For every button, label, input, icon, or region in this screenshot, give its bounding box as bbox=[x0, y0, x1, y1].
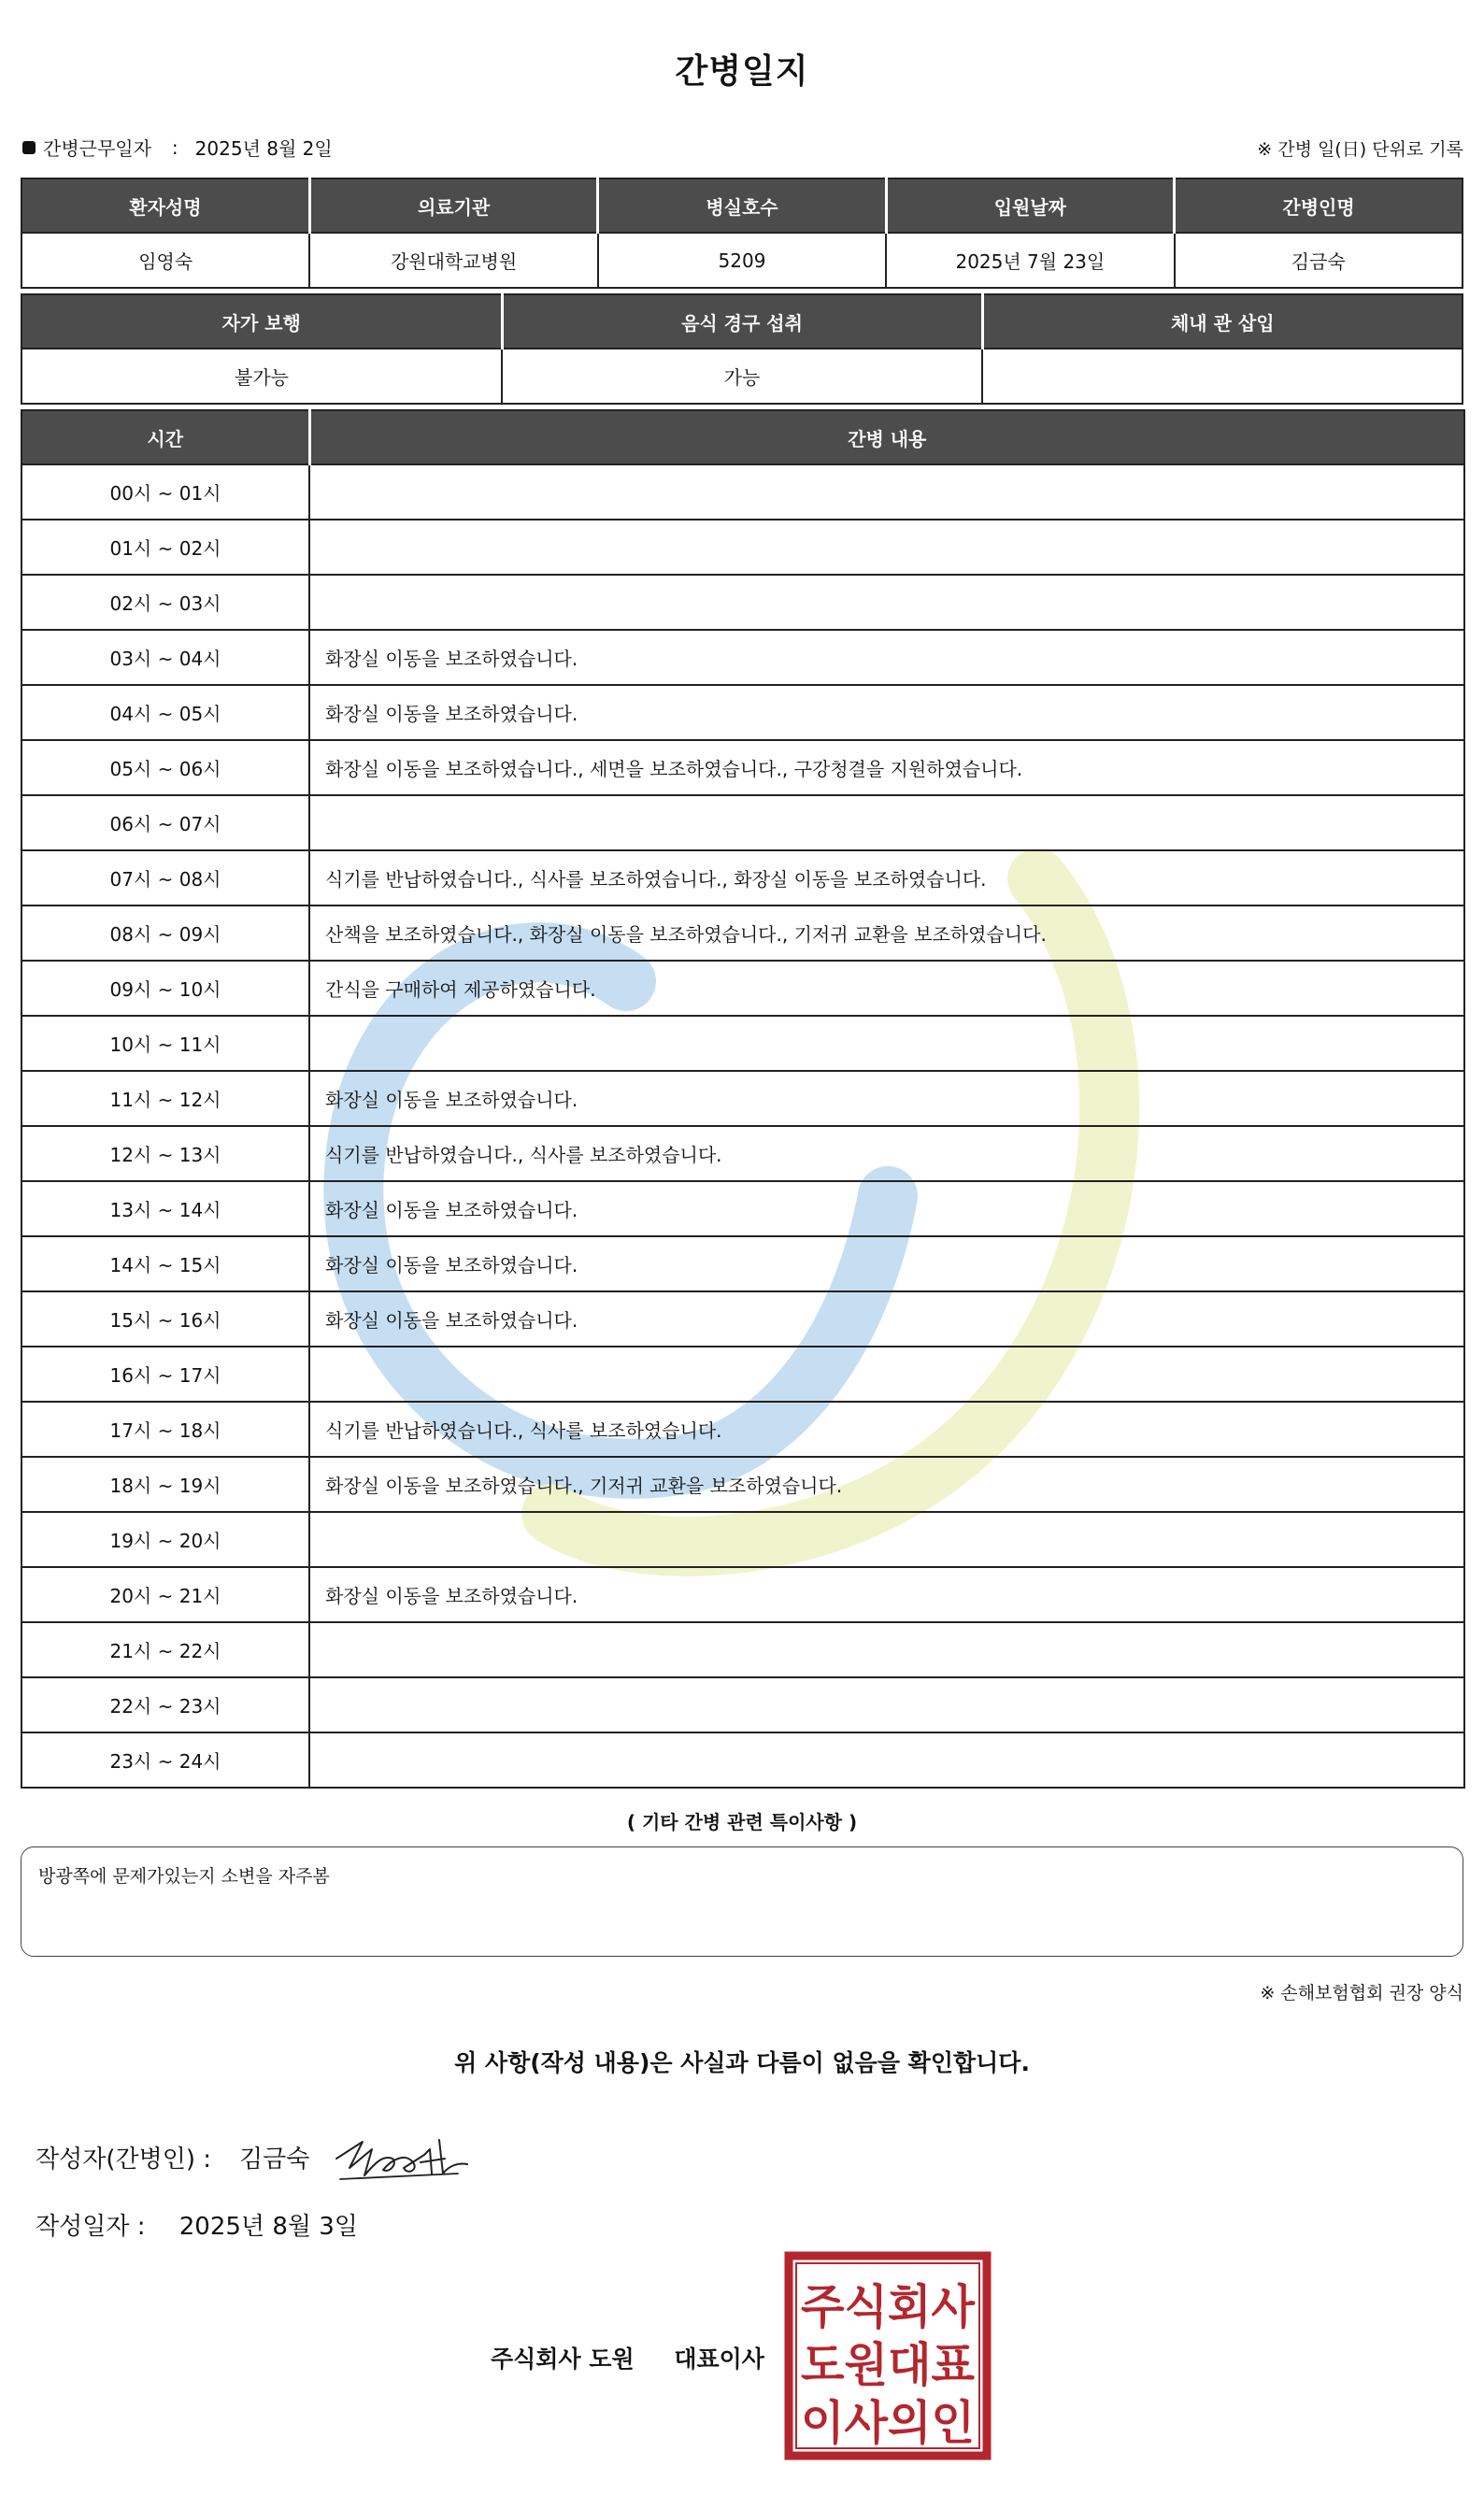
log-row bbox=[21, 630, 1464, 685]
log-content: 화장실 이동을 보조하였습니다. bbox=[309, 1236, 1464, 1291]
log-row bbox=[21, 740, 1464, 795]
admission-date: 2025년 7월 23일 bbox=[886, 233, 1174, 288]
patient-info-value-row bbox=[21, 233, 1463, 288]
log-content: 식기를 반납하였습니다., 식사를 보조하였습니다. bbox=[309, 1126, 1464, 1181]
log-time: 10시 ~ 11시 bbox=[21, 1016, 309, 1071]
bullet-icon bbox=[22, 141, 36, 154]
work-date-separator: : bbox=[171, 135, 178, 159]
log-row bbox=[21, 575, 1464, 630]
company-representative: 대표이사 bbox=[674, 2345, 764, 2373]
writer-name: 김금숙 bbox=[239, 2146, 310, 2174]
seal-line-1: 주식회사 bbox=[801, 2280, 976, 2334]
log-row bbox=[21, 1016, 1464, 1071]
log-row bbox=[21, 905, 1464, 961]
log-row bbox=[21, 1126, 1464, 1181]
log-time: 07시 ~ 08시 bbox=[21, 850, 309, 905]
log-row bbox=[21, 1677, 1464, 1732]
header-care-content: 간병 내용 bbox=[309, 410, 1464, 464]
hospital-name: 강원대학교병원 bbox=[309, 233, 597, 288]
record-note: ※ 간병 일(日) 단위로 기록 bbox=[1257, 139, 1463, 160]
log-content bbox=[309, 1016, 1464, 1071]
log-time: 17시 ~ 18시 bbox=[21, 1402, 309, 1457]
confirmation-statement: 위 사항(작성 내용)은 사실과 다름이 없음을 확인합니다. bbox=[454, 2049, 1030, 2076]
log-content: 화장실 이동을 보조하였습니다. bbox=[309, 630, 1464, 685]
writer-row bbox=[36, 2140, 309, 2174]
log-row bbox=[21, 1457, 1464, 1512]
status-value-row bbox=[21, 349, 1463, 404]
log-time: 01시 ~ 02시 bbox=[21, 520, 309, 575]
seal-line-2: 도원대표 bbox=[801, 2338, 976, 2392]
log-content: 화장실 이동을 보조하였습니다. bbox=[309, 1291, 1464, 1347]
log-content bbox=[309, 575, 1464, 630]
log-content bbox=[309, 1347, 1464, 1402]
log-content bbox=[309, 464, 1464, 520]
log-row bbox=[21, 1347, 1464, 1402]
log-time: 02시 ~ 03시 bbox=[21, 575, 309, 630]
work-date-value: 2025년 8월 2일 bbox=[194, 137, 333, 160]
patient-info-table bbox=[21, 178, 1463, 289]
written-date-value: 2025년 8월 3일 bbox=[178, 2213, 358, 2241]
company-name: 주식회사 도원 bbox=[491, 2345, 635, 2373]
log-content: 화장실 이동을 보조하였습니다. bbox=[309, 1181, 1464, 1236]
status-header-row bbox=[21, 294, 1463, 349]
log-row bbox=[21, 1181, 1464, 1236]
log-row bbox=[21, 1291, 1464, 1347]
log-content bbox=[309, 520, 1464, 575]
log-content: 화장실 이동을 보조하였습니다. bbox=[309, 1071, 1464, 1126]
log-content: 화장실 이동을 보조하였습니다., 기저귀 교환을 보조하였습니다. bbox=[309, 1457, 1464, 1512]
log-row bbox=[21, 850, 1464, 905]
remarks-box bbox=[21, 1846, 1463, 1957]
log-content bbox=[309, 1732, 1464, 1788]
form-note: ※ 손해보험협회 권장 양식 bbox=[1260, 1983, 1463, 2003]
log-time: 14시 ~ 15시 bbox=[21, 1236, 309, 1291]
seal-line-3: 이사의인 bbox=[801, 2396, 975, 2450]
header-oral-intake: 음식 경구 섭취 bbox=[502, 294, 982, 349]
log-row bbox=[21, 1512, 1464, 1567]
log-content: 화장실 이동을 보조하였습니다. bbox=[309, 1567, 1464, 1622]
hourly-care-log-table bbox=[21, 409, 1465, 1789]
header-admission-date: 입원날짜 bbox=[886, 178, 1174, 233]
log-time: 19시 ~ 20시 bbox=[21, 1512, 309, 1567]
log-time: 08시 ~ 09시 bbox=[21, 905, 309, 961]
log-content: 산책을 보조하였습니다., 화장실 이동을 보조하였습니다., 기저귀 교환을 보조하였습니다. bbox=[309, 905, 1464, 961]
log-content bbox=[309, 1512, 1464, 1567]
log-time: 04시 ~ 05시 bbox=[21, 685, 309, 740]
log-time: 22시 ~ 23시 bbox=[21, 1677, 309, 1732]
header-time: 시간 bbox=[21, 410, 309, 464]
patient-info-header-row bbox=[21, 178, 1463, 233]
self-walking-value: 불가능 bbox=[21, 349, 502, 404]
log-time: 23시 ~ 24시 bbox=[21, 1732, 309, 1788]
log-content: 화장실 이동을 보조하였습니다., 세면을 보조하였습니다., 구강청결을 지원하였습니다. bbox=[309, 740, 1464, 795]
log-time: 16시 ~ 17시 bbox=[21, 1347, 309, 1402]
handwritten-signature bbox=[327, 2121, 486, 2196]
log-row bbox=[21, 795, 1464, 850]
log-time: 15시 ~ 16시 bbox=[21, 1291, 309, 1347]
log-row bbox=[21, 1071, 1464, 1126]
log-row bbox=[21, 1732, 1464, 1788]
log-body bbox=[21, 464, 1464, 1788]
room-number: 5209 bbox=[598, 233, 886, 288]
log-row bbox=[21, 520, 1464, 575]
log-header-row bbox=[21, 410, 1464, 464]
header-caregiver-name: 간병인명 bbox=[1175, 178, 1463, 233]
writer-label: 작성자(간병인) : bbox=[36, 2146, 212, 2174]
log-time: 09시 ~ 10시 bbox=[21, 961, 309, 1016]
oral-intake-value: 가능 bbox=[502, 349, 982, 404]
log-content: 간식을 구매하여 제공하였습니다. bbox=[309, 961, 1464, 1016]
log-time: 21시 ~ 22시 bbox=[21, 1622, 309, 1677]
log-content: 화장실 이동을 보조하였습니다. bbox=[309, 685, 1464, 740]
log-content bbox=[309, 795, 1464, 850]
remarks-text: 방광쪽에 문제가있는지 소변을 자주봄 bbox=[38, 1866, 330, 1887]
log-time: 12시 ~ 13시 bbox=[21, 1126, 309, 1181]
log-row bbox=[21, 1402, 1464, 1457]
written-date-row bbox=[36, 2207, 358, 2242]
log-row bbox=[21, 1567, 1464, 1622]
log-row bbox=[21, 1622, 1464, 1677]
log-time: 11시 ~ 12시 bbox=[21, 1071, 309, 1126]
log-content: 식기를 반납하였습니다., 식사를 보조하였습니다. bbox=[309, 1402, 1464, 1457]
log-time: 05시 ~ 06시 bbox=[21, 740, 309, 795]
header-patient-name: 환자성명 bbox=[21, 178, 309, 233]
log-content: 식기를 반납하였습니다., 식사를 보조하였습니다., 화장실 이동을 보조하였습니다. bbox=[309, 850, 1464, 905]
company-seal-stamp bbox=[783, 2250, 992, 2461]
remarks-title: ( 기타 간병 관련 특이사항 ) bbox=[626, 1811, 858, 1833]
tube-insertion-value bbox=[982, 349, 1463, 404]
work-date-row bbox=[22, 134, 333, 161]
log-time: 20시 ~ 21시 bbox=[21, 1567, 309, 1622]
patient-status-table bbox=[21, 293, 1463, 405]
log-content bbox=[309, 1622, 1464, 1677]
log-row bbox=[21, 1236, 1464, 1291]
company-line bbox=[491, 2341, 764, 2374]
header-self-walking: 자가 보행 bbox=[21, 294, 502, 349]
header-tube-insertion: 체내 관 삽입 bbox=[982, 294, 1463, 349]
log-time: 06시 ~ 07시 bbox=[21, 795, 309, 850]
work-date-label: 간병근무일자 bbox=[43, 137, 151, 160]
log-row bbox=[21, 961, 1464, 1016]
log-time: 00시 ~ 01시 bbox=[21, 464, 309, 520]
log-time: 18시 ~ 19시 bbox=[21, 1457, 309, 1512]
log-time: 13시 ~ 14시 bbox=[21, 1181, 309, 1236]
log-content bbox=[309, 1677, 1464, 1732]
page-title: 간병일지 bbox=[675, 52, 809, 91]
caregiver-name: 김금숙 bbox=[1175, 233, 1463, 288]
header-hospital: 의료기관 bbox=[309, 178, 597, 233]
written-date-label: 작성일자 : bbox=[36, 2213, 146, 2241]
log-row bbox=[21, 464, 1464, 520]
log-time: 03시 ~ 04시 bbox=[21, 630, 309, 685]
patient-name: 임영숙 bbox=[21, 233, 309, 288]
header-room-number: 병실호수 bbox=[598, 178, 886, 233]
log-row bbox=[21, 685, 1464, 740]
